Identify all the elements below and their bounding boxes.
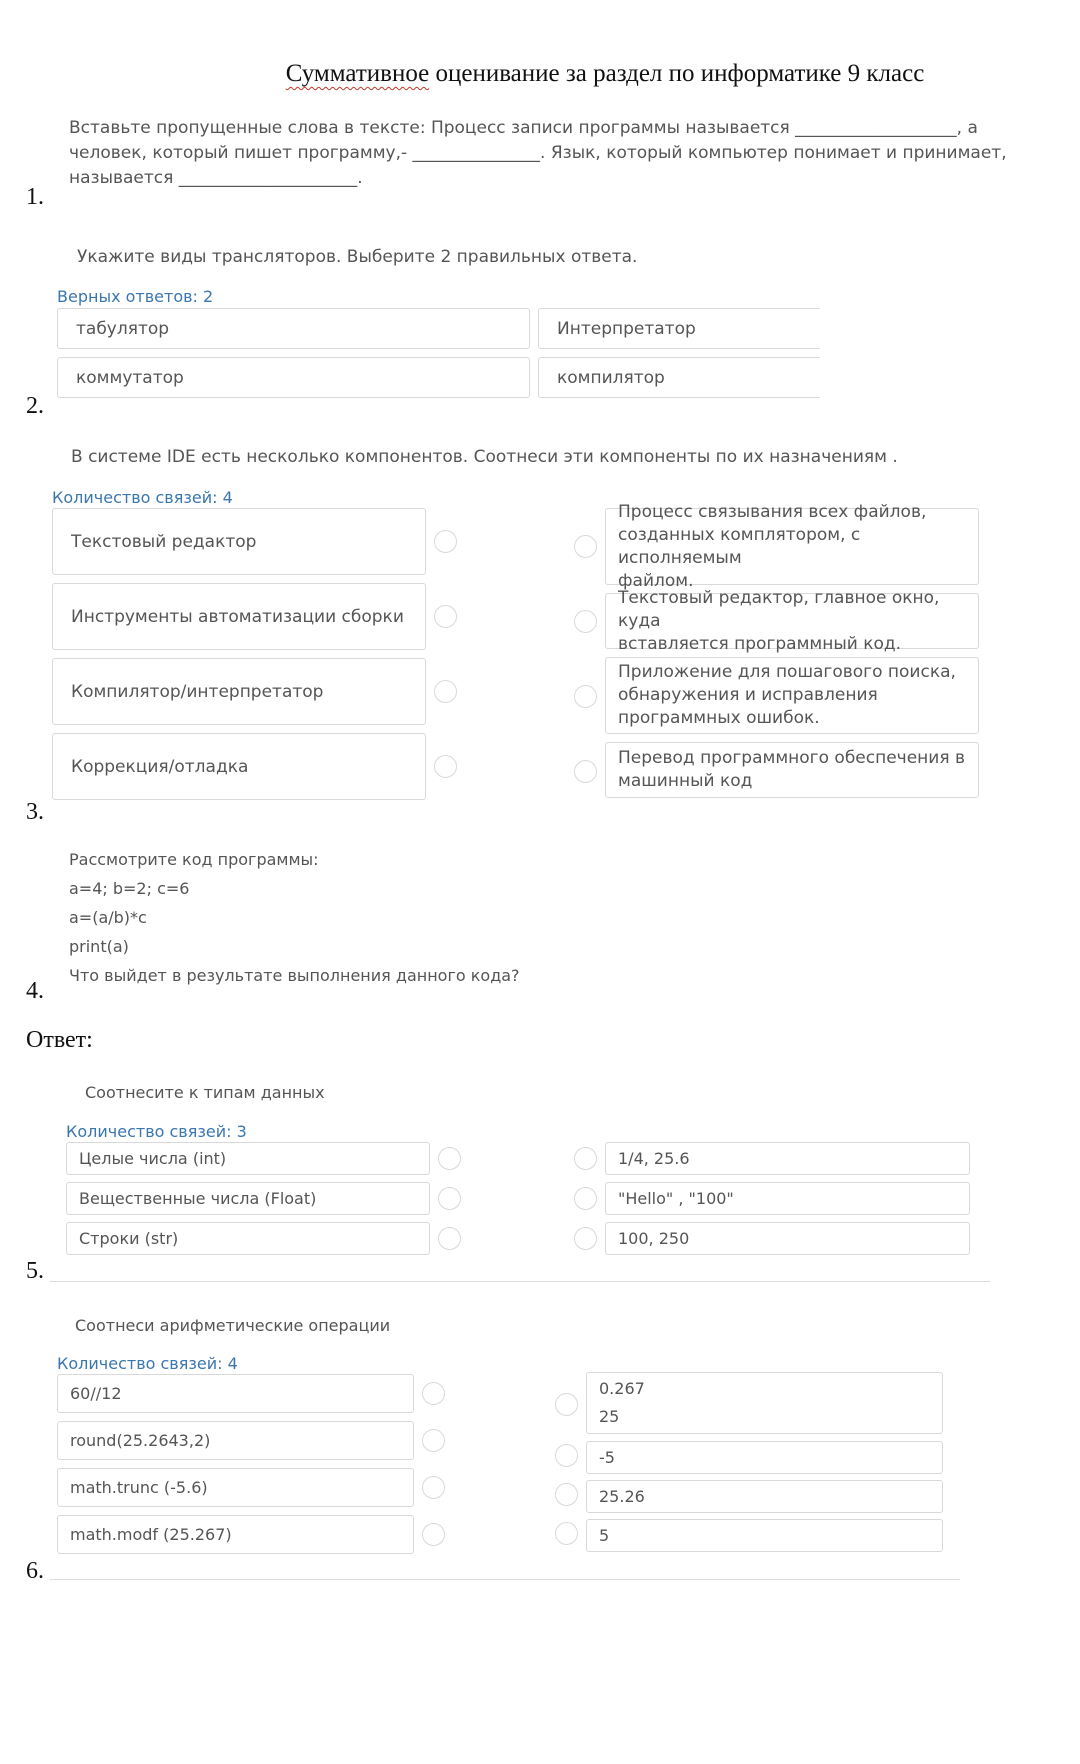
q6-left-modf[interactable]: math.modf (25.267) (57, 1515, 414, 1554)
q4-line-4: print(a) (69, 937, 129, 956)
q5-right-float-values[interactable]: 1/4, 25.6 (605, 1142, 970, 1175)
q2-count: Верных ответов: 2 (57, 287, 214, 306)
q6-left-connector-4[interactable] (422, 1523, 445, 1546)
q6-left-trunc[interactable]: math.trunc (-5.6) (57, 1468, 414, 1507)
q5-prompt: Соотнесите к типам данных (85, 1083, 325, 1102)
q6-number: 6. (26, 1558, 44, 1584)
q6-right-modf-result[interactable] (586, 1372, 943, 1434)
q5-right-string-values[interactable]: "Hello" , "100" (605, 1182, 970, 1215)
q6-prompt: Соотнеси арифметические операции (75, 1316, 391, 1335)
title-underlined-word: Суммативное (285, 60, 430, 87)
q3-count: Количество связей: 4 (52, 488, 233, 507)
q3-right-debugger-line-3: программных ошибок. (618, 708, 820, 728)
q3-right-connector-3[interactable] (574, 685, 597, 708)
q5-right-int-values[interactable]: 100, 250 (605, 1222, 970, 1255)
q3-right-translation-desc[interactable] (605, 742, 979, 798)
q5-right-connector-3[interactable] (574, 1227, 597, 1250)
q3-right-translation-line-1: Перевод программного обеспечения в (618, 748, 965, 768)
q6-left-connector-2[interactable] (422, 1429, 445, 1452)
q3-left-connector-4[interactable] (434, 755, 457, 778)
q5-left-float[interactable]: Вещественные числа (Float) (66, 1182, 430, 1215)
q3-left-build-tools[interactable]: Инструменты автоматизации сборки (52, 583, 426, 650)
q4-line-3: a=(a/b)*c (69, 908, 147, 927)
q5-right-connector-1[interactable] (574, 1147, 597, 1170)
q1-number: 1. (26, 184, 44, 210)
q6-right-trunc-result[interactable]: -5 (586, 1441, 943, 1474)
q3-left-text-editor[interactable]: Текстовый редактор (52, 508, 426, 575)
q5-left-int[interactable]: Целые числа (int) (66, 1142, 430, 1175)
q3-right-translation-line-2: машинный код (618, 771, 753, 791)
q3-right-debugger-line-1: Приложение для пошагового поиска, (618, 662, 956, 682)
q5-count: Количество связей: 3 (66, 1122, 247, 1141)
q6-right-connector-3[interactable] (555, 1483, 578, 1506)
q3-right-linking-line-2: созданных компляторoм, с исполняемым (618, 524, 861, 568)
q2-prompt: Укажите виды трансляторов. Выберите 2 правильных ответа. (77, 247, 638, 267)
q4-line-1: Рассмотрите код программы: (69, 850, 319, 869)
q3-left-connector-3[interactable] (434, 680, 457, 703)
q6-left-round[interactable]: round(25.2643,2) (57, 1421, 414, 1460)
q3-right-debugger-desc[interactable] (605, 657, 979, 734)
q2-option-commutator[interactable]: коммутатор (57, 357, 530, 398)
q2-number: 2. (26, 393, 44, 419)
page-title (0, 60, 1080, 88)
q1-line-2: человек, который пишет программу,- _______________. Язык, который компьютер понимает и принимает, (69, 143, 1007, 163)
q6-divider (50, 1579, 960, 1580)
q3-right-connector-2[interactable] (574, 610, 597, 633)
q3-prompt: В системе IDE есть несколько компонентов. Соотнеси эти компоненты по их назначениям . (71, 447, 898, 467)
q1-line-1: Вставьте пропущенные слова в тексте: Процесс записи программы называется ___________________, а (69, 118, 978, 138)
q3-left-connector-2[interactable] (434, 605, 457, 628)
q1-line-3: называется _____________________. (69, 168, 363, 188)
q6-right-modf-line-2: 25 (599, 1407, 620, 1426)
q4-number: 4. (26, 978, 44, 1004)
q5-left-connector-2[interactable] (438, 1187, 461, 1210)
q6-right-floor-div-result[interactable]: 5 (586, 1519, 943, 1552)
q3-right-linking-line-3: файлом. (618, 570, 694, 591)
q5-number: 5. (26, 1258, 44, 1284)
q5-left-connector-3[interactable] (438, 1227, 461, 1250)
title-rest: оценивание за раздел по информатике 9 класс (429, 60, 925, 87)
q3-right-linking-line-1: Процесс связывания всех файлов, (618, 501, 927, 522)
q3-right-connector-1[interactable] (574, 535, 597, 558)
q5-left-str[interactable]: Строки (str) (66, 1222, 430, 1255)
q3-right-editor-line-1: Текстовый редактор, главное окно, куда (618, 587, 940, 631)
q3-right-editor-desc[interactable] (605, 587, 979, 654)
q3-right-debugger-line-2: обнаружения и исправления (618, 685, 878, 705)
q6-left-connector-1[interactable] (422, 1382, 445, 1405)
q3-right-linking[interactable] (605, 501, 979, 591)
q3-left-connector-1[interactable] (434, 530, 457, 553)
q6-left-floor-div[interactable]: 60//12 (57, 1374, 414, 1413)
q6-count: Количество связей: 4 (57, 1354, 238, 1373)
q4-line-2: a=4; b=2; c=6 (69, 879, 190, 898)
q2-option-compiler[interactable]: компилятор (538, 357, 820, 398)
q6-left-connector-3[interactable] (422, 1476, 445, 1499)
q6-right-modf-line-1: 0.267 (599, 1379, 645, 1398)
q4-answer-label: Ответ: (26, 1027, 93, 1053)
q6-right-connector-2[interactable] (555, 1444, 578, 1467)
q4-line-5: Что выйдет в результате выполнения данного кода? (69, 966, 520, 985)
q3-right-connector-4[interactable] (574, 760, 597, 783)
q5-divider (50, 1281, 990, 1282)
q1-text (69, 116, 1069, 191)
q4-text (69, 845, 520, 990)
q6-right-connector-4[interactable] (555, 1522, 578, 1545)
q3-left-compiler[interactable]: Компилятор/интерпретатор (52, 658, 426, 725)
q6-right-round-result[interactable]: 25.26 (586, 1480, 943, 1513)
q5-right-connector-2[interactable] (574, 1187, 597, 1210)
q3-right-editor-line-2: вставляется программный код. (618, 633, 902, 654)
q6-right-connector-1[interactable] (555, 1393, 578, 1416)
q3-left-debug[interactable]: Коррекция/отладка (52, 733, 426, 800)
q2-option-interpreter[interactable]: Интерпретатор (538, 308, 820, 349)
q5-left-connector-1[interactable] (438, 1147, 461, 1170)
q2-option-tabulator[interactable]: табулятор (57, 308, 530, 349)
q3-number: 3. (26, 799, 44, 825)
